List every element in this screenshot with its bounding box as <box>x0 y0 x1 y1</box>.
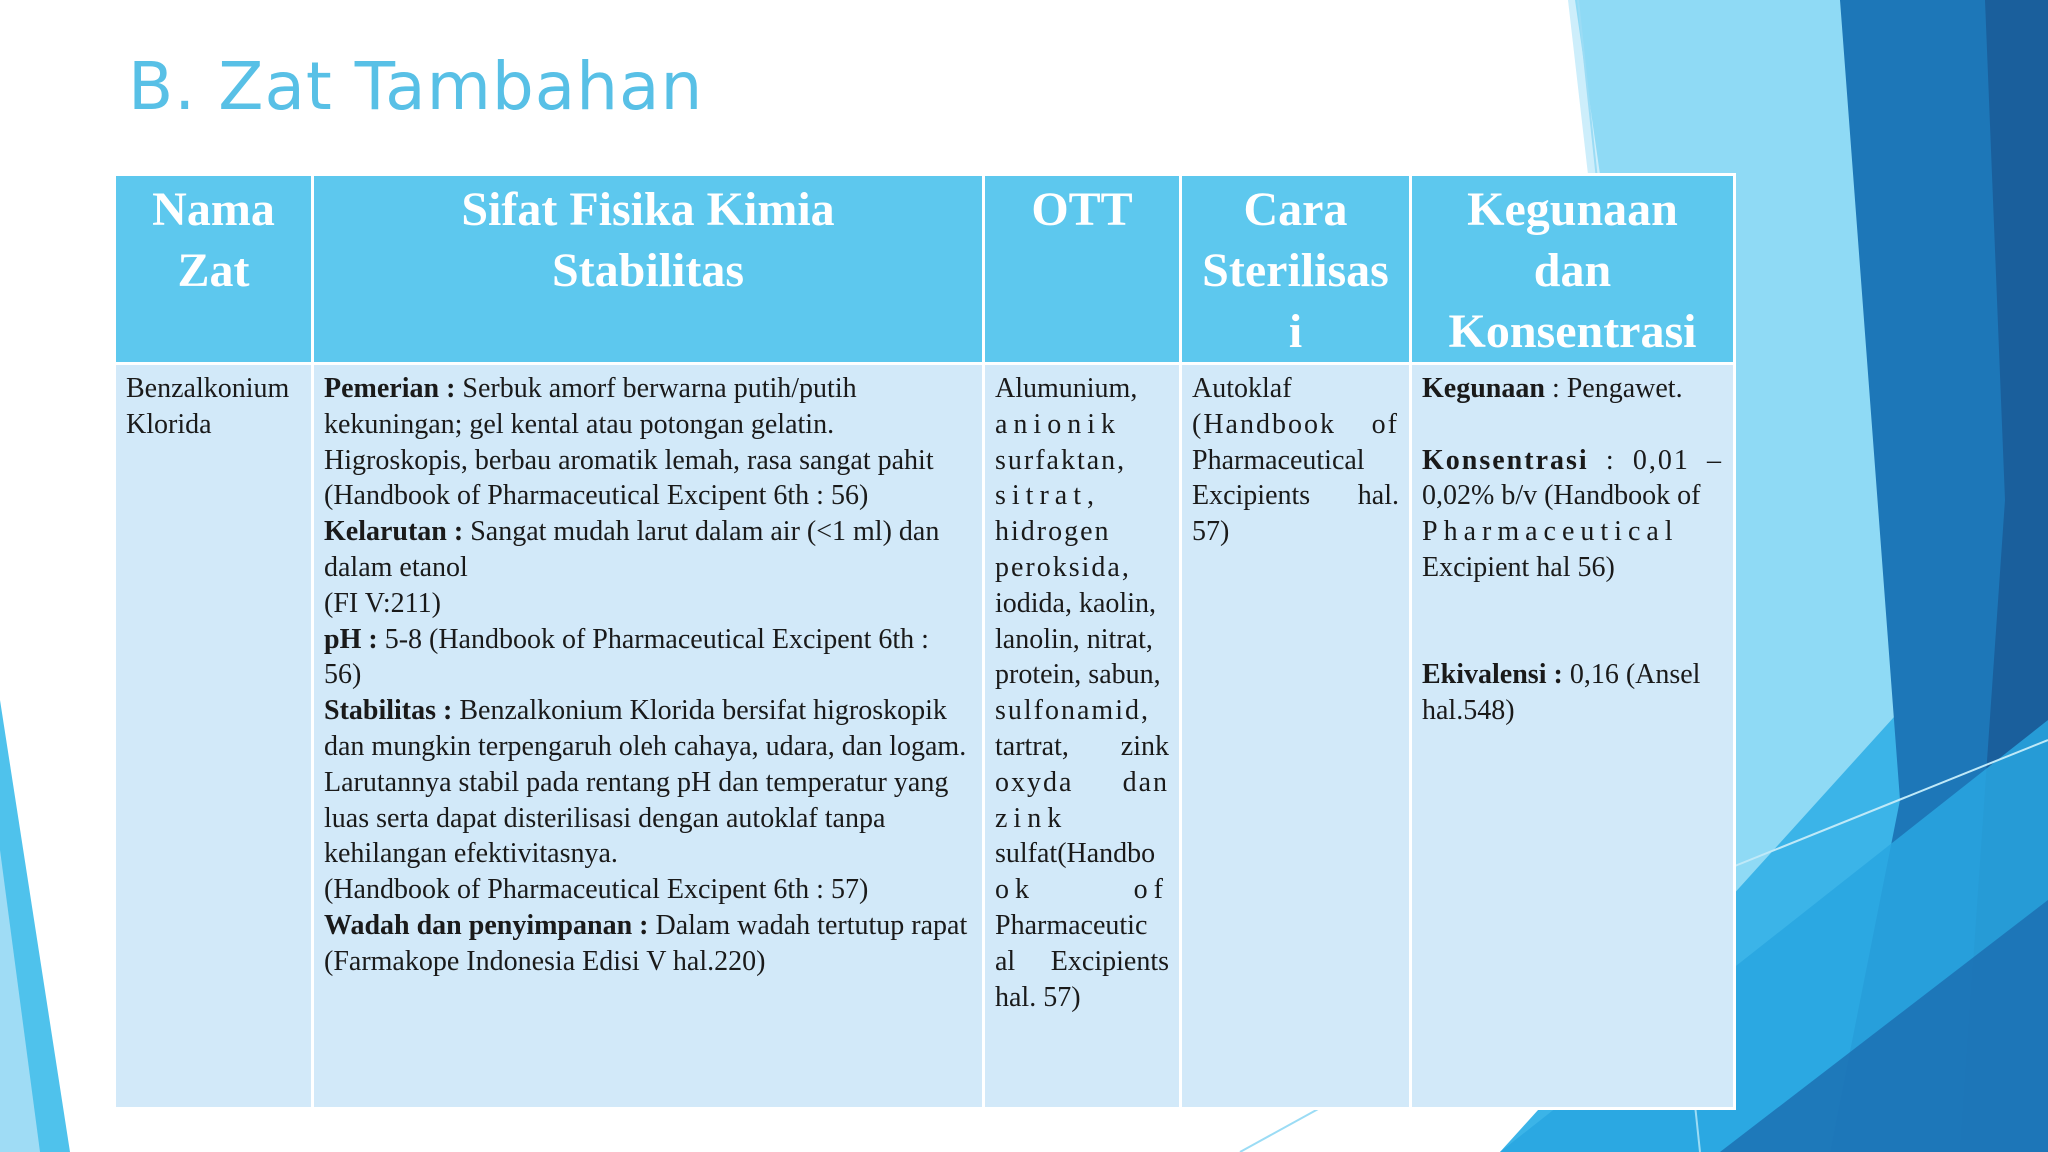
kelarutan-block: Kelarutan : Sangat mudah larut dalam air (<1 ml) dan dalam etanol <box>324 516 940 583</box>
konsentrasi-block: Konsentrasi : 0,01 – <box>1422 444 1724 476</box>
cell-ott: Alumunium, anionik surfaktan, sitrat, hidrogen peroksida, iodida, kaolin, lanolin, nitrat, protein, sabun, sulfonamid, tartrat, zink oxyda dan zink sulfat(Handbo ok of Pharmaceutic al Excipients hal. 57) <box>984 364 1181 1109</box>
slide-title: B. Zat Tambahan <box>128 48 704 125</box>
ekivalensi-block: Ekivalensi : 0,16 (Ansel <box>1422 659 1701 691</box>
kelarutan-ref: (FI V:211) <box>324 587 441 619</box>
pemerian-block: Pemerian : Serbuk amorf berwarna putih/putih kekuningan; gel kental atau potongan gelatin. Higroskopis, berbau aromatik lemah, rasa sangat pahit (Handbook of Pharmaceutical Excipent 6th : 56) <box>324 373 934 512</box>
header-kegunaan-konsentrasi: Kegunaan dan Konsentrasi <box>1411 175 1735 364</box>
cell-kegunaan: Kegunaan : Pengawet. Konsentrasi : 0,01 – 0,02% b/v (Handbook of Pharmaceutical Excipient hal 56) Ekivalensi : 0,16 (Ansel hal.548) <box>1411 364 1735 1109</box>
larutan-text: Larutannya stabil pada rentang pH dan temperatur yang luas serta dapat disterilisasi dengan autoklaf tanpa kehilangan efektivitasnya. <box>324 766 949 870</box>
header-ott: OTT <box>984 175 1181 364</box>
header-sifat-fisika-kimia: Sifat Fisika Kimia Stabilitas <box>313 175 984 364</box>
header-cara-sterilisasi: Cara Sterilisas i <box>1181 175 1411 364</box>
cell-sifat <box>313 364 984 1109</box>
ph-block: pH : 5-8 (Handbook of Pharmaceutical Excipent 6th : 56) <box>324 623 929 691</box>
larutan-ref: (Handbook of Pharmaceutical Excipent 6th : 57) <box>324 874 869 906</box>
table-header-row <box>115 175 1735 364</box>
cell-nama-zat: Benzalkonium Klorida <box>115 364 313 1109</box>
cell-cara-sterilisasi: Autoklaf (Handbook of Pharmaceutical Excipients hal. 57) <box>1181 364 1411 1109</box>
kegunaan-block: Kegunaan : Pengawet. <box>1422 373 1683 404</box>
header-nama-zat: Nama Zat <box>115 175 313 364</box>
table-row <box>115 364 1735 1109</box>
additives-table <box>113 173 1736 1110</box>
wadah-block: Wadah dan penyimpanan : Dalam wadah tertutup rapat (Farmakope Indonesia Edisi V hal.220) <box>324 909 968 977</box>
stabilitas-block: Stabilitas : Benzalkonium Klorida bersifat higroskopik dan mungkin terpengaruh oleh cahaya, udara, dan logam. <box>324 695 967 762</box>
bg-bottom-line <box>1240 1108 1320 1152</box>
